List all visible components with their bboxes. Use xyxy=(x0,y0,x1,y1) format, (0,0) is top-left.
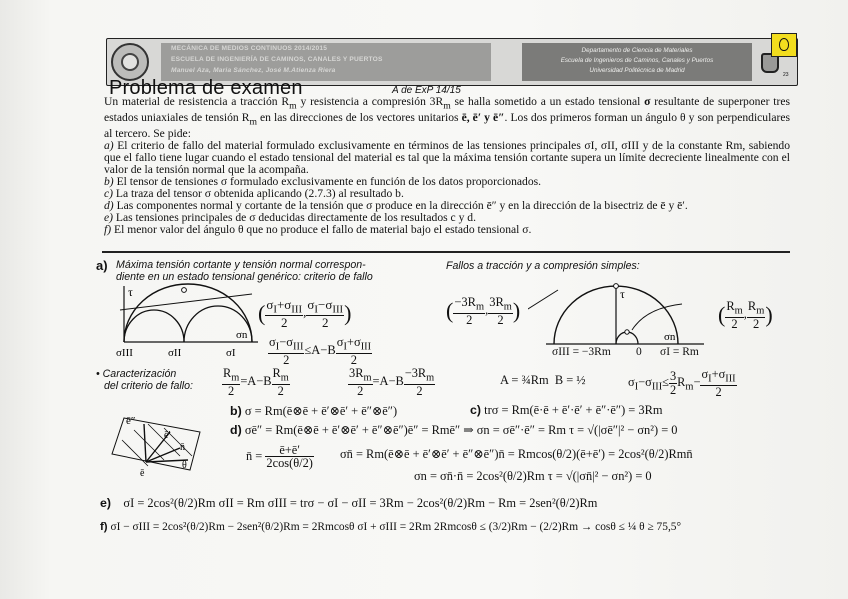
item-f xyxy=(104,224,790,236)
svg-text:ē: ē xyxy=(140,468,145,479)
item-a xyxy=(104,140,790,176)
simple-failure-description: Fallos a tracción y a compresión simples: xyxy=(446,260,640,272)
item-label: d) xyxy=(104,198,114,212)
page-number: 23 xyxy=(783,72,789,78)
mohr-point-coordinates: ( $\frac{\sigma_I+\sigma_{III}}{2}$ , $\frac{\sigma_I-\sigma_{III}}{2}$ ) xyxy=(258,297,352,331)
solution-d-line-1 xyxy=(230,422,677,438)
criterion-characterization-label: • Caracterización del criterio de fallo: xyxy=(96,368,193,392)
page-title: Problema de examen xyxy=(109,77,303,99)
solution-b-label: b) xyxy=(230,404,242,418)
criterion-description xyxy=(116,259,373,283)
criterion-equation-compression: $\frac{3R_m}{2}$ =A−B $\frac{-3R_m}{2}$ xyxy=(349,366,435,398)
unit-vectors-sketch xyxy=(104,410,212,482)
statement-intro xyxy=(104,96,790,140)
sigma-II-label: σII xyxy=(168,347,182,358)
tau-axis-label: τ xyxy=(128,285,133,299)
intro-subscript: m xyxy=(289,100,297,112)
intro-subscript: m xyxy=(249,116,257,128)
exam-reference: A de ExP 14/15 xyxy=(392,85,461,96)
university-line: Universidad Politécnica de Madrid xyxy=(589,67,685,74)
minimum-angle-expression: σI − σIII = 2cos²(θ/2)Rm − 2sen²(θ/2)Rm = 2Rmcosθ σI + σIII = 2Rm 2Rmcosθ ≤ (3/2)Rm − (2/2)Rm → cosθ ≤ ¼ θ ≥ 75,5° xyxy=(110,521,682,533)
compression-point-coordinates: ( $\frac{-3R_m}{2}$ , $\frac{3R_m}{2}$ ) xyxy=(446,295,521,327)
constant-B: B = ½ xyxy=(554,373,586,387)
solution-d-label: d) xyxy=(230,423,242,437)
solution-a-label: a) xyxy=(96,258,108,273)
item-label: a) xyxy=(104,139,114,153)
criterion-line-1: Máxima tensión cortante y tensión normal correspon- xyxy=(116,259,366,271)
item-text: El criterio de fallo del material formulado exclusivamente en términos de las tensiones principales σ xyxy=(113,139,591,153)
stress-tensor-expression: σ = Rm(ē⊗ē + ē′⊗ē′ + ē″⊗ē″) xyxy=(244,404,398,418)
department-block xyxy=(522,43,752,81)
sigma-n-axis-label-2: σn xyxy=(664,331,676,343)
section-divider xyxy=(102,251,790,253)
intro-text: y resistencia a compresión 3R xyxy=(296,95,444,108)
characterization-line-2: del criterio de fallo: xyxy=(104,380,193,392)
school-name-line: ESCUELA DE INGENIERÍA DE CAMINOS, CANALES Y PUERTOS xyxy=(171,56,383,63)
school-line: Escuela de Ingenieros de Caminos, Canales y Puertos xyxy=(560,57,714,64)
mohr-circles-generic-figure xyxy=(112,282,262,358)
item-text: El tensor de tensiones σ formulado exclusivamente en función de los datos proporcionados. xyxy=(113,175,542,189)
course-title-line: MECÁNICA DE MEDIOS CONTINUOS 2014/2015 xyxy=(171,45,328,52)
svg-text:n̄: n̄ xyxy=(180,442,185,453)
constants-A-B xyxy=(500,373,586,388)
intro-text: se halla sometido a un estado tensional xyxy=(450,95,645,108)
item-label: b) xyxy=(104,175,114,189)
solution-b xyxy=(230,403,397,419)
svg-text:ē″: ē″ xyxy=(126,415,136,427)
intro-text: en las direcciones de los vectores unitarios xyxy=(256,111,462,125)
item-text: I, σII, σIII y de la constante Rm, sabiendo que el fallo tiene lugar cuando el estado tensional del material es tal que la máxima tensión cortante supera un límite decreciente linealmente con el valor de la tensión normal que la acompaña. xyxy=(104,139,790,177)
sigma-n-axis-label: σn xyxy=(236,329,248,341)
item-label: e) xyxy=(104,210,114,224)
sigma-III-label: σIII xyxy=(116,347,133,358)
svg-text:θ: θ xyxy=(182,460,187,471)
item-text: El menor valor del ángulo θ que no produce el fallo de material bajo el estado tensional σ. xyxy=(111,222,532,236)
intro-subscript: m xyxy=(443,100,451,112)
trace-expression: trσ = Rm(ē·ē + ē′·ē′ + ē″·ē″) = 3Rm xyxy=(484,403,663,417)
intro-text: resultante de superponer tres estados uniaxiales de tensión R xyxy=(104,95,791,125)
criterion-line-2: diente en un estado tensional genérico: criterio de fallo xyxy=(116,271,373,283)
sigma-III-equals-label: σIII = −3Rm xyxy=(552,346,611,358)
intro-text: Un material de resistencia a tracción R xyxy=(104,95,290,108)
course-title-block xyxy=(161,43,491,81)
document-viewer-tag-icon[interactable] xyxy=(771,33,797,57)
university-seal-logo xyxy=(111,43,149,81)
failure-criterion-final: $\sigma_I-\sigma_{III}\le$ $\frac{3}{2}$ $R_m-$ $\frac{\sigma_I+\sigma_{III}}{2}$ xyxy=(628,367,736,399)
problem-statement xyxy=(104,96,790,236)
department-line: Departamento de Ciencia de Materiales xyxy=(581,47,693,54)
constant-A: A = ¾Rm xyxy=(500,373,549,387)
stress-tensor-symbol: σ xyxy=(644,95,651,108)
solution-e-label: e) xyxy=(100,496,112,510)
solution-f xyxy=(100,521,681,533)
item-text: Las tensiones principales de σ deducidas directamente de los resultados c y d. xyxy=(113,210,476,224)
characterization-line-1: Caracterización xyxy=(102,368,177,380)
criterion-rhs: ≤A−B xyxy=(304,343,336,358)
normal-stress-e2-expression: σē″ = Rm(ē⊗ē + ē′⊗ē′ + ē″⊗ē″)ē″ = Rmē″ ⇒ σn = σē″·ē″ = Rm τ = √(|σē″|² − σn²) = 0 xyxy=(244,423,678,437)
criterion-equation-tension: $\frac{R_m}{2}$ =A−B $\frac{R_m}{2}$ xyxy=(223,366,289,398)
solution-c xyxy=(470,403,663,418)
solution-d-line-3: σn = σn̄·n̄ = 2cos²(θ/2)Rm τ = √(|σn̄|² − σn²) = 0 xyxy=(414,469,652,483)
authors-line: Manuel Aza, Maria Sánchez, José M.Atienza Riera xyxy=(171,67,336,74)
sigma-I-equals-label: σI = Rm xyxy=(660,346,699,358)
item-label: c) xyxy=(104,186,114,200)
solution-d-line-2: σn̄ = Rm(ē⊗ē + ē′⊗ē′ + ē″⊗ē″)n̄ = Rmcos(θ/2)(ē+ē′) = 2cos²(θ/2)Rmn̄ xyxy=(340,447,693,461)
tau-axis-label-2: τ xyxy=(620,287,625,301)
origin-label: 0 xyxy=(636,346,642,358)
item-text: Las componentes normal y cortante de la tensión que σ produce en la dirección ē″ y en la dirección de la bisectriz de ē y ē′. xyxy=(113,198,688,212)
principal-stresses-expression: σI = 2cos²(θ/2)Rm σII = Rm σIII = trσ − σI − σII = 3Rm − 2cos²(θ/2)Rm − Rm = 2sen²(θ/2)Rm xyxy=(123,496,598,510)
solution-e xyxy=(100,496,597,511)
svg-text:ē′: ē′ xyxy=(164,430,171,441)
solution-f-label: f) xyxy=(100,521,108,533)
bisector-normal-definition: n̄ = $\frac{ē+ē'}{2\cos(\theta/2)}$ xyxy=(246,443,313,471)
sigma-I-label: σI xyxy=(226,347,236,358)
unit-vectors: ē, ē′ y ē″ xyxy=(461,111,505,125)
intro-text: . Los dos primeros forman un ángulo θ y son perpendiculares al tercero. Se pide: xyxy=(104,111,790,141)
item-text: La traza del tensor σ obtenida aplicando (2.7.3) al resultado b. xyxy=(113,186,404,200)
tension-point-coordinates: ( $\frac{R_m}{2}$ , $\frac{R_m}{2}$ ) xyxy=(718,299,773,331)
failure-criterion-inequality: $\frac{\sigma_I-\sigma_{III}}{2}$ ≤A−B $\frac{\sigma_I+\sigma_{III}}{2}$ xyxy=(269,335,372,367)
solution-c-label: c) xyxy=(470,403,482,417)
item-label: f) xyxy=(104,222,112,236)
